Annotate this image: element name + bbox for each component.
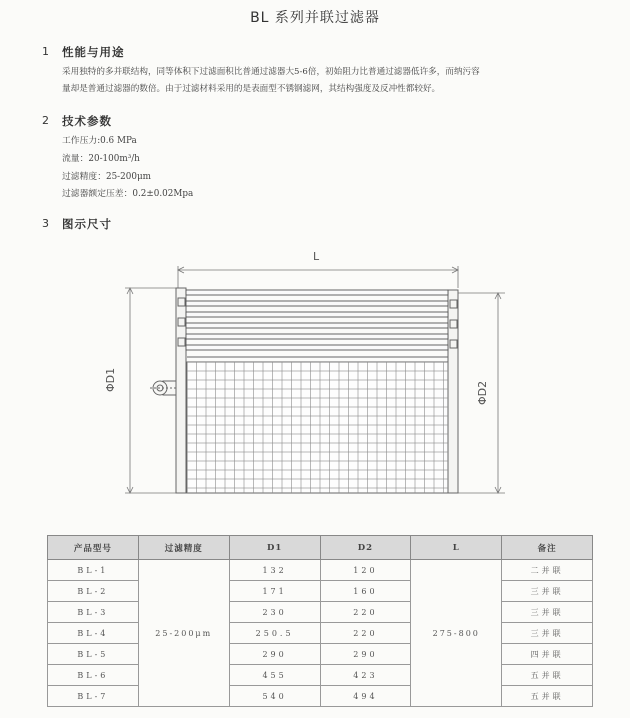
cell-precision-merged: 25-200μm: [138, 560, 229, 707]
inlet-port: [150, 381, 176, 395]
label-D2: ΦD2: [476, 380, 489, 405]
spec-table: [47, 535, 593, 707]
table-row: [48, 602, 593, 623]
table-row: [48, 623, 593, 644]
cell-d2: 220: [320, 623, 411, 644]
left-end-flange: [176, 288, 186, 493]
section-2-title: 技术参数: [62, 114, 112, 128]
parallel-filter-tubes: [186, 290, 448, 350]
param-pressure: 工作压力:0.6 MPa: [62, 136, 137, 146]
cell-model: BL-3: [48, 602, 139, 623]
header-model: 产品型号: [48, 536, 139, 560]
section-1-title: 性能与用途: [62, 45, 125, 59]
mesh-screen: [187, 357, 448, 493]
cell-d1: 250.5: [229, 623, 320, 644]
table-header-row: [48, 536, 593, 560]
header-precision: 过滤精度: [138, 536, 229, 560]
cell-d2: 423: [320, 665, 411, 686]
param-pressure-drop: 过滤器额定压差：0.2±0.02Mpa: [62, 189, 194, 199]
dimension-L: [178, 266, 458, 288]
cell-model: BL-6: [48, 665, 139, 686]
section-3-title: 图示尺寸: [62, 217, 112, 231]
cell-note: 三并联: [502, 581, 593, 602]
param-flow: 流量：20-100m³/h: [62, 154, 140, 164]
cell-d2: 120: [320, 560, 411, 581]
cell-note: 三并联: [502, 602, 593, 623]
cell-d1: 290: [229, 644, 320, 665]
cell-model: BL-1: [48, 560, 139, 581]
cell-d1: 171: [229, 581, 320, 602]
cell-note: 三并联: [502, 623, 593, 644]
cell-d1: 132: [229, 560, 320, 581]
description-line-2: 量却是普通过滤器的数倍。由于过滤材料采用的是表面型不锈钢滤网，其结构强度及反冲性都较好。: [62, 84, 441, 94]
cell-model: BL-5: [48, 644, 139, 665]
description-line-1: 采用独特的多并联结构，同等体积下过滤面积比普通过滤器大5-6倍，初始阻力比普通过滤器低许多，而纳污容: [62, 67, 480, 77]
section-2-number: 2: [42, 114, 49, 127]
label-D1: ΦD1: [104, 367, 117, 392]
cell-l-merged: 275-800: [411, 560, 502, 707]
table-row: [48, 665, 593, 686]
section-3-number: 3: [42, 217, 49, 230]
cell-note: 二并联: [502, 560, 593, 581]
document-title: BL 系列并联过滤器: [250, 10, 380, 26]
right-end-flange: [448, 290, 458, 493]
cell-d1: 540: [229, 686, 320, 707]
cell-model: BL-2: [48, 581, 139, 602]
cell-d2: 160: [320, 581, 411, 602]
cell-note: 五并联: [502, 665, 593, 686]
table-row: [48, 581, 593, 602]
section-1-number: 1: [42, 45, 49, 58]
header-l: L: [411, 536, 502, 560]
header-d1: D1: [229, 536, 320, 560]
cell-d2: 494: [320, 686, 411, 707]
cell-d1: 230: [229, 602, 320, 623]
table-row: [48, 686, 593, 707]
cell-d1: 455: [229, 665, 320, 686]
cell-note: 五并联: [502, 686, 593, 707]
cell-d2: 290: [320, 644, 411, 665]
label-L: L: [313, 250, 320, 263]
table-row: [48, 560, 593, 581]
table-row: [48, 644, 593, 665]
param-precision: 过滤精度：25-200μm: [62, 172, 151, 182]
cell-d2: 220: [320, 602, 411, 623]
cell-note: 四并联: [502, 644, 593, 665]
header-note: 备注: [502, 536, 593, 560]
cell-model: BL-7: [48, 686, 139, 707]
header-d2: D2: [320, 536, 411, 560]
cell-model: BL-4: [48, 623, 139, 644]
